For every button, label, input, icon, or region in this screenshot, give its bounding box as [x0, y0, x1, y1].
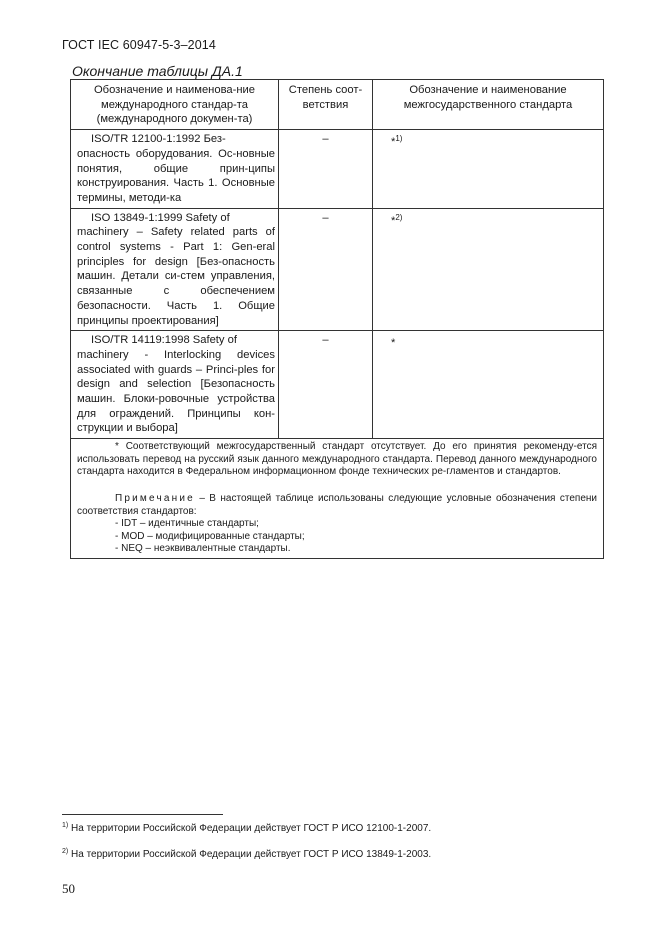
note-paragraph: [77, 493, 597, 518]
interstate-standard-cell: [373, 331, 604, 439]
standard-title: machinery – Safety related parts of control systems - Part 1: Gen-eral principles for design [Без-опасность машин. Детали си-стем управления, связанные с обеспечением безопасности. Часть 1. Общие принципы проектирования]: [77, 226, 275, 327]
footnote-ref: 2): [395, 212, 403, 222]
interstate-standard-cell: [373, 208, 604, 331]
standard-designation: ISO/TR 12100-1:1992 Без-: [91, 133, 226, 146]
footnote-text: На территории Российской Федерации действует ГОСТ Р ИСО 12100-1-2007.: [68, 823, 432, 834]
document-code-header: ГОСТ IEC 60947-5-3–2014: [62, 38, 216, 52]
table-notes-row: [71, 439, 604, 559]
standards-table: [70, 79, 604, 559]
column-header-degree: Степень соот-ветствия: [279, 80, 373, 130]
table-row: [71, 331, 604, 439]
standard-designation: ISO/TR 14119:1998 Safety of: [91, 334, 237, 347]
standard-designation: ISO 13849-1:1999 Safety of: [91, 211, 230, 224]
table-row: [71, 208, 604, 331]
degree-cell: –: [279, 331, 373, 439]
degree-cell: –: [279, 130, 373, 209]
table-header-row: [71, 80, 604, 130]
column-header-international: Обозначение и наименова-ние международного стандар-та (международного докумен-та): [71, 80, 279, 130]
footnote: [62, 822, 431, 834]
international-standard-cell: [71, 130, 279, 209]
table-row: [71, 130, 604, 209]
footnote-text: На территории Российской Федерации действует ГОСТ Р ИСО 13849-1-2003.: [68, 849, 432, 860]
star-mark: *: [391, 337, 396, 350]
degree-cell: –: [279, 208, 373, 331]
interstate-standard-cell: [373, 130, 604, 209]
list-item: - NEQ – неэквивалентные стандарты.: [115, 543, 291, 555]
page-number: 50: [62, 881, 75, 896]
footnote-mark: 1): [62, 822, 69, 829]
footnote-ref: 1): [395, 134, 403, 144]
standard-title: machinery - Interlocking devices associated with guards – Princi-ples for design and selection [Безопасность машин. Блоки-ровочные устройства для ограждений. Принципы кон-струкции и выбора]: [77, 348, 275, 435]
list-item: - IDT – идентичные стандарты;: [115, 518, 259, 530]
star-mark: *: [391, 136, 396, 149]
international-standard-cell: [71, 331, 279, 439]
note-text: – В настоящей таблице использованы следующие условные обозначения степени соответствия стандартов:: [77, 492, 597, 517]
international-standard-cell: [71, 208, 279, 331]
list-item: - MOD – модифицированные стандарты;: [115, 530, 305, 542]
table-caption: Окончание таблицы ДА.1: [72, 63, 243, 79]
footnote-divider: [62, 814, 223, 815]
column-header-interstate: Обозначение и наименование межгосударственного стандарта: [373, 80, 604, 130]
footnote-mark: 2): [62, 848, 69, 855]
footnote: [62, 848, 431, 860]
star-mark: *: [391, 214, 396, 227]
note-label: Примечание: [115, 492, 195, 504]
standard-title: опасность оборудования. Ос-новные понятия, общие прин-ципы конструирования. Часть 1. Основные термины, методи-ка: [77, 147, 275, 204]
table-notes: [71, 439, 604, 559]
star-footnote-text: * Соответствующий межгосударственный стандарт отсутствует. До его принятия рекоменду-ется использовать перевод на русский язык данного международного стандарта. Перевод данного международного стандарта находится в Федеральном информационном фонде технических ре-гламентов и стандартов.: [77, 441, 597, 478]
